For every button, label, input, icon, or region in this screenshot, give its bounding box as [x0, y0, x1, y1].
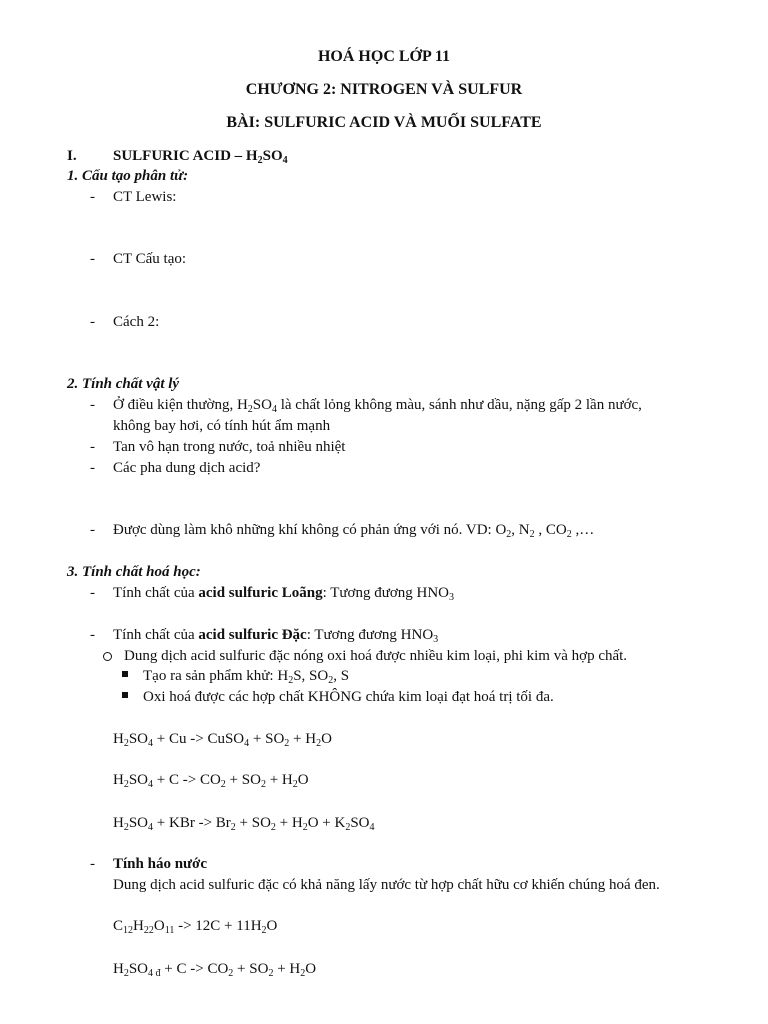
part2-heading: 2. Tính chất vật lý	[67, 376, 180, 392]
list-item: Cách 2:	[113, 314, 160, 330]
list-item: Các pha dung dịch acid?	[113, 460, 261, 476]
dash: -	[90, 856, 95, 872]
sub-sub-list-item: Oxi hoá được các hợp chất KHÔNG chứa kim loại đạt hoá trị tối đa.	[143, 689, 554, 705]
dehydrate-heading: Tính háo nước	[113, 856, 208, 872]
sub-sub-list-item: Tạo ra sản phẩm khử: $H_2S$, $SO_2$, S	[143, 668, 350, 686]
square-bullet-icon	[122, 692, 128, 698]
dash: -	[90, 314, 95, 330]
paragraph: Dung dịch acid sulfuric đặc có khả năng lấy nước từ hợp chất hữu cơ khiến chúng hoá đen.	[113, 877, 660, 893]
part3-heading: 3. Tính chất hoá học:	[67, 564, 201, 580]
equation: $H_2SO_4 + Cu$ -> CuSO$_4$ + $SO_2 + H_2O$	[113, 731, 332, 749]
dash: -	[90, 397, 95, 413]
dash: -	[90, 460, 95, 476]
dash: -	[90, 189, 95, 205]
chapter-title: CHƯƠNG 2: NITROGEN VÀ SULFUR	[245, 81, 523, 98]
equation: $H_2SO_{4 đ} + C -> CO_2 + SO_2 + H_2O$	[113, 961, 317, 979]
equation: $H_2SO_4$ + KBr -> $Br_2 + SO_2 + H_2O + K_2SO_4$	[113, 815, 375, 833]
equation: $C_{12}H_{22}O_{11} -> 12C + 11H_2O$	[113, 918, 278, 936]
list-item: Tính chất của acid sulfuric Loãng: Tương đương $HNO_3$	[113, 585, 455, 603]
part1-heading: 1. Cấu tạo phân tử:	[67, 168, 189, 184]
section-heading: SULFURIC ACID – $H_2SO_4$	[113, 148, 288, 166]
equation: $H_2SO_4 + C -> CO_2 + SO_2 + H_2O$	[113, 772, 309, 790]
list-item: CT Lewis:	[113, 189, 177, 205]
section-numeral: I.	[67, 148, 77, 164]
list-item: CT Cấu tạo:	[113, 251, 187, 267]
sub-list-item: Dung dịch acid sulfuric đặc nóng oxi hoá được nhiều kim loại, phi kim và hợp chất.	[124, 648, 628, 664]
list-item: Tính chất của acid sulfuric Đặc: Tương đương $HNO_3$	[113, 627, 439, 645]
list-item: Được dùng làm khô những khí không có phản ứng với nó. VD: $O_2$, $N_2$ , $CO_2$ ,…	[113, 522, 595, 540]
dash: -	[90, 522, 95, 538]
list-item-continuation: không bay hơi, có tính hút ẩm mạnh	[113, 418, 331, 434]
list-item: Ở điều kiện thường, $H_2SO_4$ là chất lỏng không màu, sánh như dầu, nặng gấp 2 lần nước,	[113, 397, 642, 415]
lesson-title: BÀI: SULFURIC ACID VÀ MUỐI SULFATE	[226, 114, 542, 131]
dash: -	[90, 251, 95, 267]
list-item: Tan vô hạn trong nước, toả nhiều nhiệt	[113, 439, 346, 455]
dash: -	[90, 585, 95, 601]
dash: -	[90, 439, 95, 455]
square-bullet-icon	[122, 671, 128, 677]
doc-title: HOÁ HỌC LỚP 11	[317, 48, 450, 65]
circle-bullet-icon	[103, 652, 112, 661]
dash: -	[90, 627, 95, 643]
